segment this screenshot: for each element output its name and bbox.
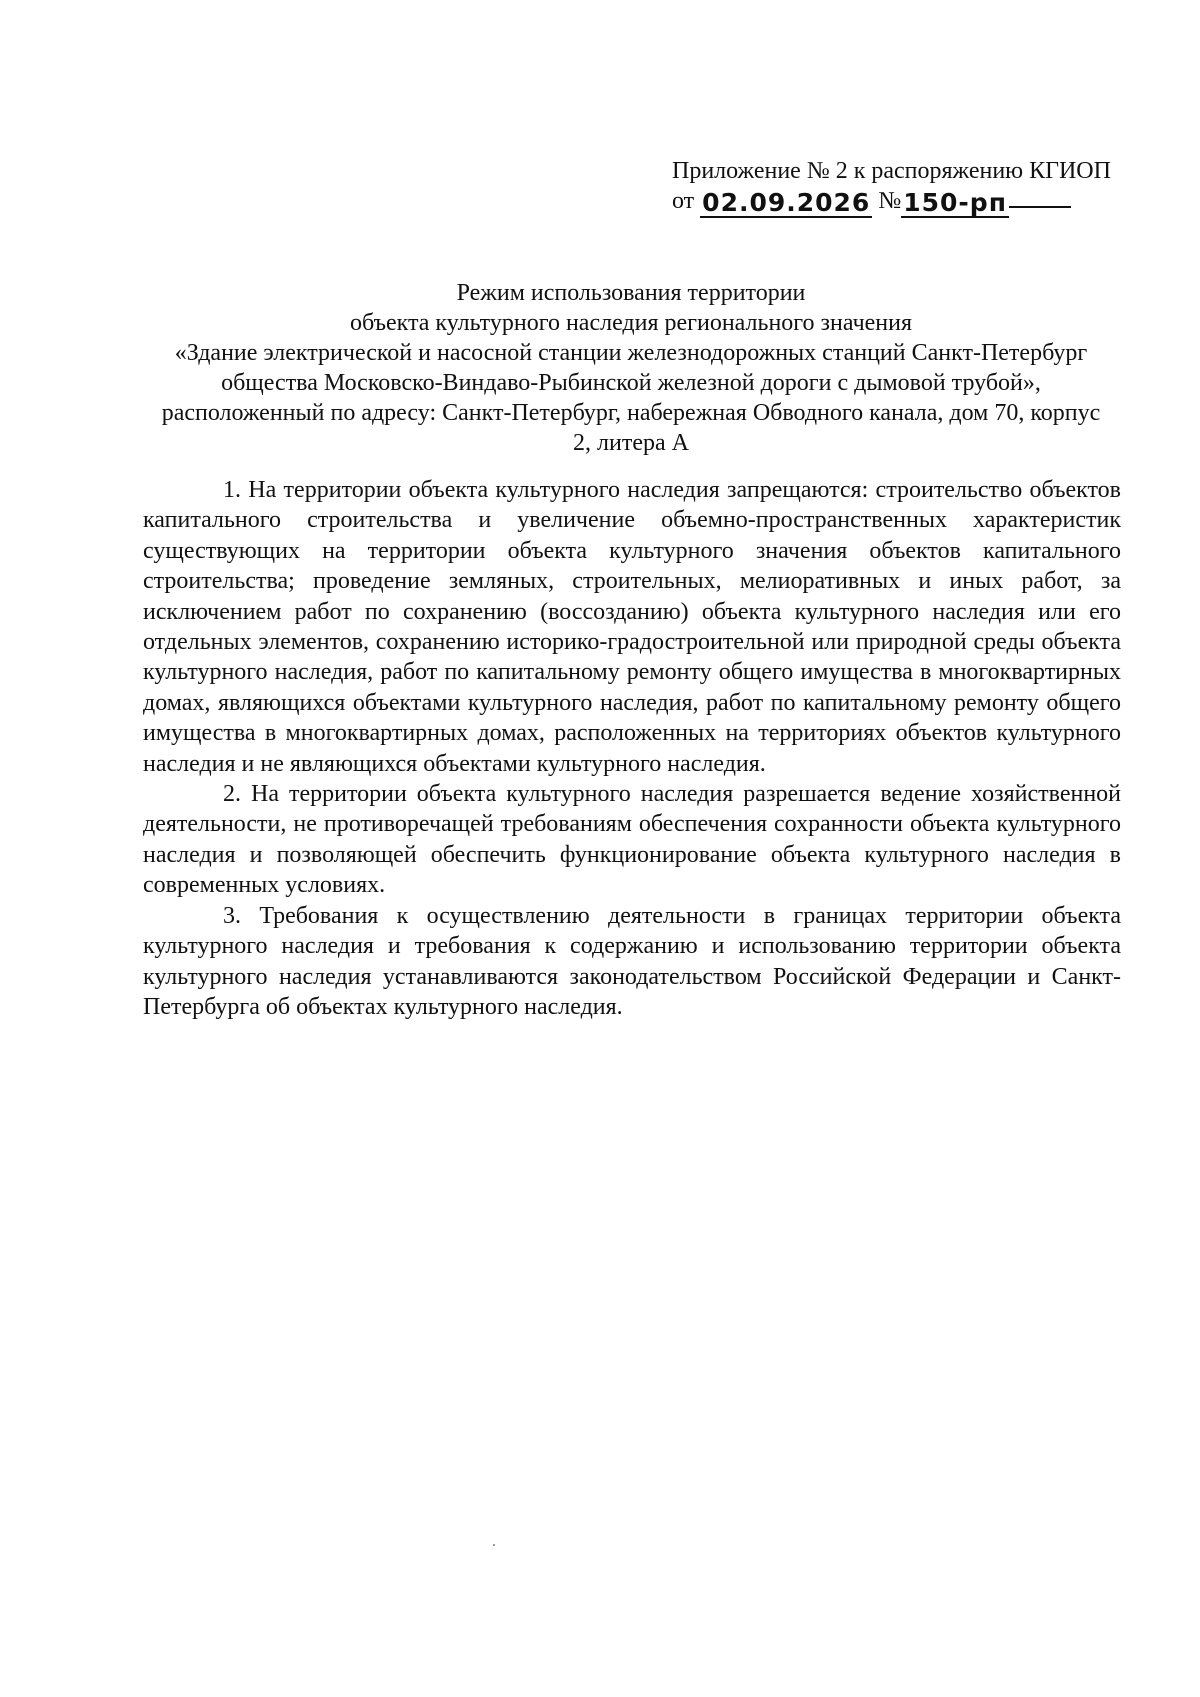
paragraph-2: 2. На территории объекта культурного наследия разрешается ведение хозяйственной деятельности, не противоречащей требованиям обеспечения сохранности объекта культурного наследия и позволяющей обеспечить функционирование объекта культурного наследия в современных условиях.	[143, 781, 1121, 899]
appendix-header	[672, 156, 1132, 216]
title-line: «Здание электрической и насосной станции железнодорожных станций Санкт-Петербург	[174, 340, 1088, 366]
number-label: №	[878, 188, 902, 214]
handwritten-number: 150-рп	[903, 188, 1007, 217]
underline-blank	[1009, 186, 1071, 208]
appendix-date-number-line	[672, 186, 1132, 216]
document-body	[143, 475, 1121, 1022]
title-line: расположенный по адресу: Санкт-Петербург, набережная Обводного канала, дом 70, корпус	[161, 400, 1101, 426]
from-label: от	[672, 188, 695, 214]
paragraph-3: 3. Требования к осуществлению деятельности в границах территории объекта культурного наследия и требования к содержанию и использованию территории объекта культурного наследия устанавливаются законодательством Российской Федерации и Санкт-Петербурга об объектах культурного наследия.	[143, 902, 1121, 1020]
title-line: Режим использования территории	[456, 280, 806, 306]
title-line: объекта культурного наследия регионального значения	[349, 310, 913, 336]
paragraph-1: 1. На территории объекта культурного наследия запрещаются: строительство объектов капитального строительства и увеличение объемно-пространственных характеристик существующих на территории объекта культурного значения объектов капитального строительства; проведение земляных, строительных, мелиоративных и иных работ, за исключением работ по сохранению (воссозданию) объекта культурного наследия или его отдельных элементов, сохранению историко-градостроительной или природной среды объекта культурного наследия, работ по капитальному ремонту общего имущества в многоквартирных домах, являющихся объектами культурного наследия, работ по капитальному ремонту общего имущества в многоквартирных домах, расположенных на территориях объектов культурного наследия и не являющихся объектами культурного наследия.	[143, 477, 1121, 777]
scan-speck	[493, 1544, 495, 1546]
title-line: 2, литера А	[573, 430, 689, 456]
title-line: общества Московско-Виндаво-Рыбинской железной дороги с дымовой трубой»,	[221, 370, 1041, 396]
appendix-title: Приложение № 2 к распоряжению КГИОП	[672, 158, 1111, 184]
handwritten-date: 02.09.2026	[702, 188, 871, 217]
document-title	[140, 278, 1122, 458]
